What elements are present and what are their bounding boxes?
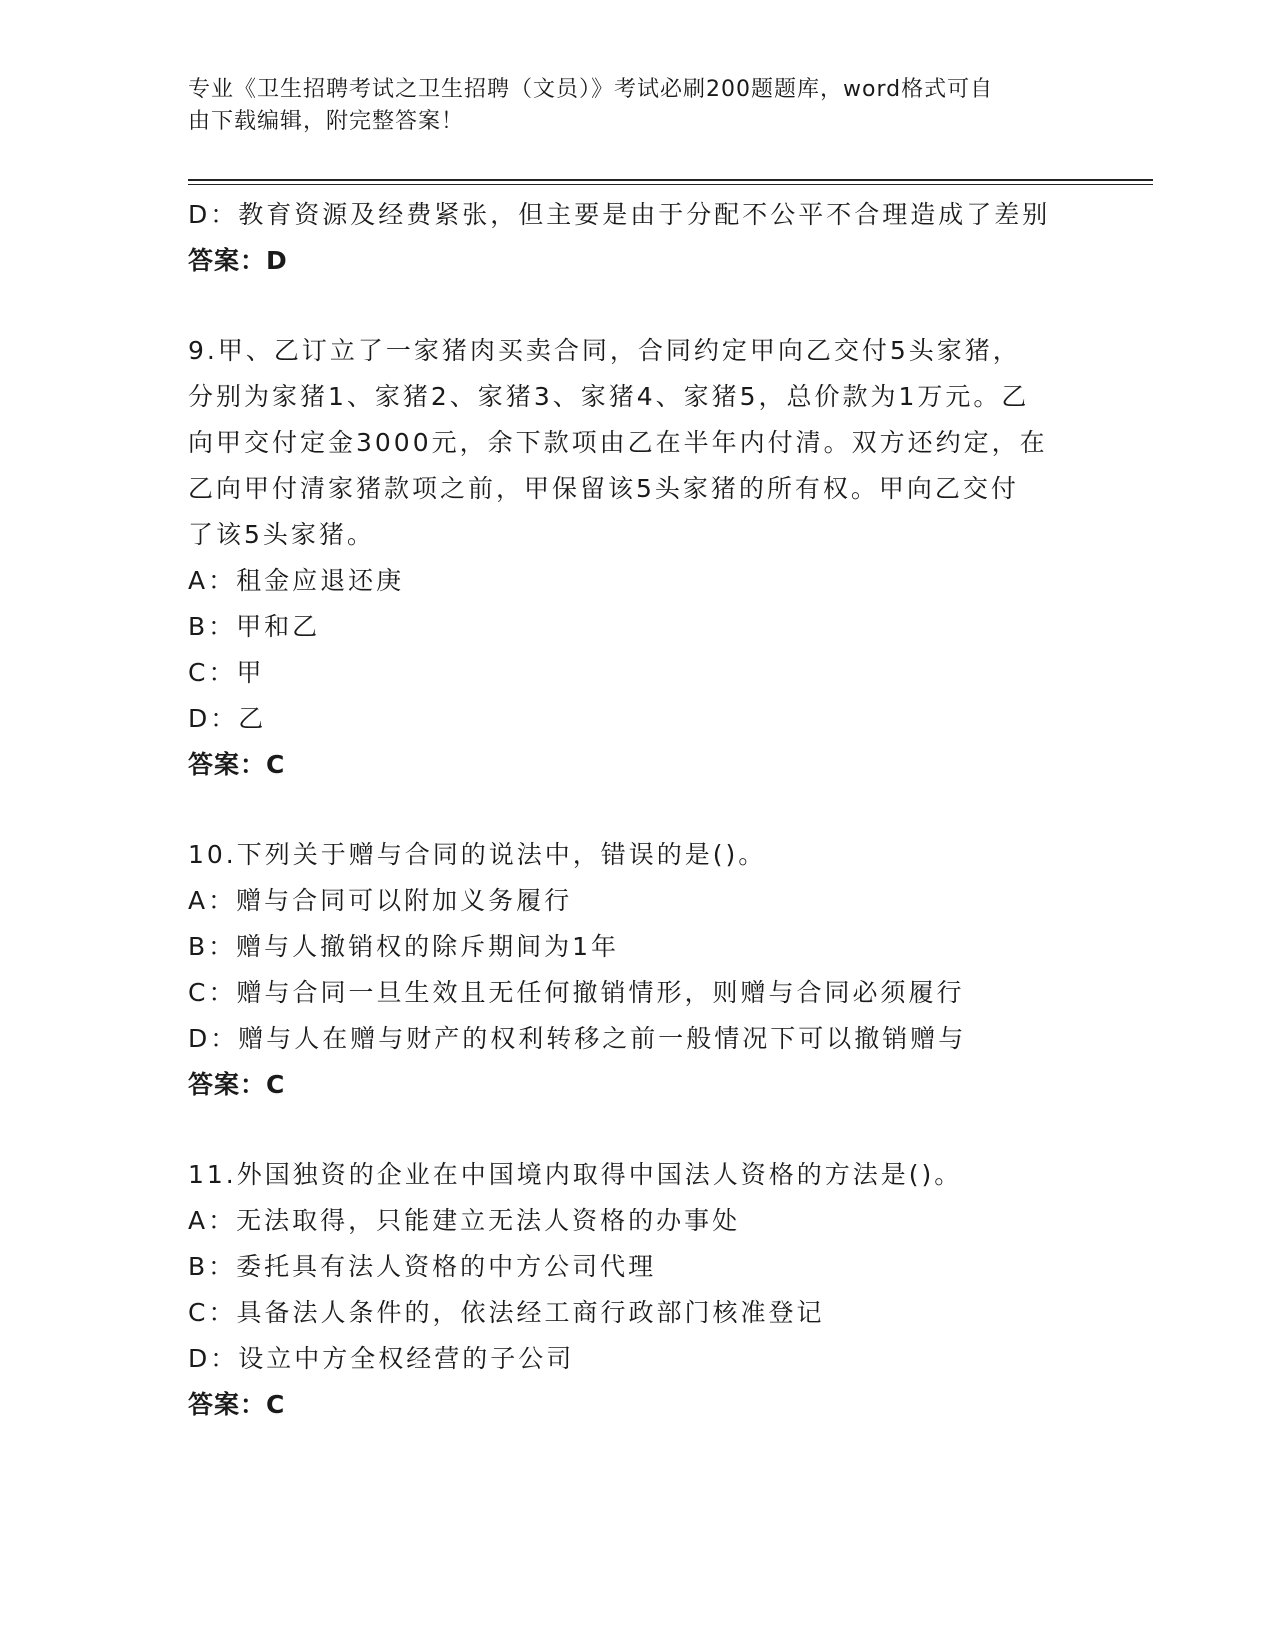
question-9 <box>188 328 1088 788</box>
document-header <box>188 74 1068 138</box>
prev-option-d: D：教育资源及经费紧张，但主要是由于分配不公平不合理造成了差别 <box>188 200 1051 229</box>
question-stem-line: 向甲交付定金3000元，余下款项由乙在半年内付清。双方还约定，在 <box>188 428 1048 457</box>
option-a: A：无法取得，只能建立无法人资格的办事处 <box>188 1206 741 1235</box>
question-11 <box>188 1152 1088 1428</box>
option-d: D：乙 <box>188 704 267 733</box>
question-stem-line: 了该5头家猪。 <box>188 520 375 549</box>
answer: 答案：C <box>188 1390 286 1419</box>
header-divider <box>188 179 1153 181</box>
option-d: D：设立中方全权经营的子公司 <box>188 1344 575 1373</box>
option-a: A：赠与合同可以附加义务履行 <box>188 886 573 915</box>
header-divider-thin <box>188 184 1153 185</box>
option-d: D：赠与人在赠与财产的权利转移之前一般情况下可以撤销赠与 <box>188 1024 967 1053</box>
question-list <box>188 192 1088 1428</box>
question-stem-line: 11.外国独资的企业在中国境内取得中国法人资格的方法是()。 <box>188 1160 963 1189</box>
answer: 答案：C <box>188 1070 286 1099</box>
option-a: A：租金应退还庚 <box>188 566 405 595</box>
option-c: C：具备法人条件的，依法经工商行政部门核准登记 <box>188 1298 825 1327</box>
prev-answer: 答案：D <box>188 246 288 275</box>
question-stem-line: 乙向甲付清家猪款项之前，甲保留该5头家猪的所有权。甲向乙交付 <box>188 474 1019 503</box>
header-line-2: 由下载编辑，附完整答案！ <box>188 109 465 134</box>
option-b: B：赠与人撤销权的除斥期间为1年 <box>188 932 620 961</box>
header-line-1: 专业《卫生招聘考试之卫生招聘（文员）》考试必刷200题题库，word格式可自 <box>188 77 994 102</box>
option-c: C：赠与合同一旦生效且无任何撤销情形，则赠与合同必须履行 <box>188 978 965 1007</box>
question-stem-line: 9.甲、乙订立了一家猪肉买卖合同，合同约定甲向乙交付5头家猪， <box>188 336 1021 365</box>
option-b: B：委托具有法人资格的中方公司代理 <box>188 1252 657 1281</box>
option-b: B：甲和乙 <box>188 612 321 641</box>
answer: 答案：C <box>188 750 286 779</box>
option-c: C：甲 <box>188 658 265 687</box>
question-10 <box>188 832 1088 1108</box>
question-stem-line: 10.下列关于赠与合同的说法中，错误的是()。 <box>188 840 767 869</box>
question-stem-line: 分别为家猪1、家猪2、家猪3、家猪4、家猪5，总价款为1万元。乙 <box>188 382 1030 411</box>
